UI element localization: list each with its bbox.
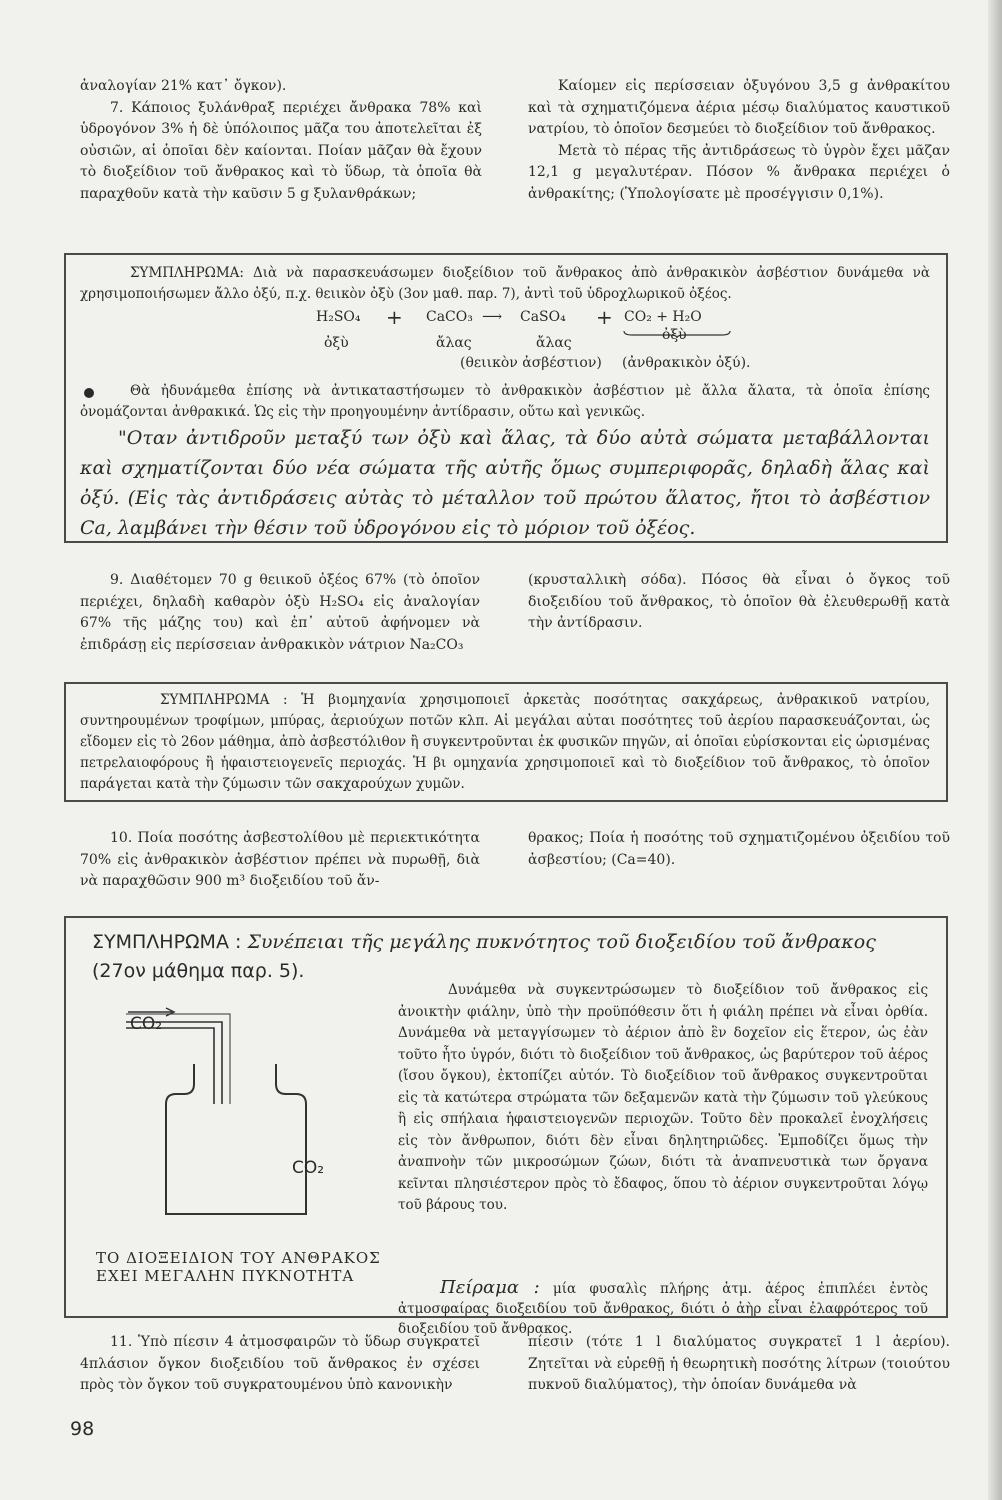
reactant-h2so4: H₂SO₄ — [316, 309, 361, 325]
exercise-9-text: 9. Διαθέτομεν 70 g θειικοῦ ὀξέος 67% (τὸ ὁποῖον περιέχει, δηλαδὴ καθαρὸν ὀξὺ H₂SO₄ εἰς ἀναλογίαν 67% τῆς μάζης του) καὶ ἐπ᾽ αὐτοῦ ἀφήνομεν νὰ ἐπιδράσῃ εἰς περίσσειαν ἀνθρακικὸν νάτριον Na₂CO₃ — [80, 572, 480, 653]
experiment-paragraph — [398, 1278, 928, 1339]
co2-side-label: CO₂ — [292, 1158, 325, 1178]
top-left-column — [80, 76, 482, 205]
top-right-column — [528, 76, 950, 205]
label-calcium-sulfate: (θειικὸν ἀσβέστιον) — [460, 355, 602, 371]
exercise-8-part2: Μετὰ τὸ πέρας τῆς ἀντιδράσεως τὸ ὑγρὸν ἔχει μᾶζαν 12,1 g μεγαλυτέραν. Πόσον % ἄνθρακα περιέχει ὁ ἀνθρακίτης; (Ὑπολογίσατε μὲ προσέγγισιν 0,1%). — [528, 142, 950, 202]
exercise-11-left — [80, 1332, 480, 1397]
industry-text: ΣΥΜΠΛΗΡΩΜΑ : Ἡ βιομηχανία χρησιμοποιεῖ ἀρκετὰς ποσότητας σακχάρεως, ἀνθρακικοῦ νατρίου, συντηρουμένων τροφίμων, μπύρας, ἀεριούχων ποτῶν κλπ. Αἱ μεγάλαι αὐται ποσότητες τοῦ ἀερίου παρασκευάζονται, ὡς εἴδομεν εἰς τὸ 26ον μάθημα, ἀπὸ ἀσβεστόλιθον ἢ συγκεντροῦνται ἐκ φυσικῶν πηγῶν, αἱ ὁποῖαι εὑρίσκονται εἰς ὡρισμένας πετρελαιοφόρους ἢ ἡφαιστειογενεῖς περιοχάς. Ἡ βι ομηχανία χρησιμοποιεῖ καὶ τὸ διοξείδιον τοῦ ἄνθρακος, τὸ ὁποῖον παράγεται κατὰ τὴν ζύμωσιν τῶν σακχαρούχων χυμῶν. — [80, 692, 930, 792]
supplement-box-density — [64, 916, 948, 1337]
bullet-paragraph: Θὰ ἠδυνάμεθα ἐπίσης νὰ ἀντικαταστήσωμεν τὸ ἀνθρακικὸν ἀσβέστιον μὲ ἄλλα ἄλατα, τὰ ὁποῖα ἐπίσης ὀνομάζονται ἀνθρακικά. Ὡς εἰς τὴν προηγουμένην ἀντίδρασιν, οὕτω καὶ γενικῶς. — [80, 383, 930, 420]
exercise-11-text: 11. Ὑπὸ πίεσιν 4 ἀτμοσφαιρῶν τὸ ὕδωρ συγκρατεῖ 4πλάσιον ὄγκον διοξειδίου τοῦ ἄνθρακος ἐν σχέσει πρὸς τὸν ὄγκον τοῦ συγκρατουμένου ὑπὸ κανονικὴν — [80, 1334, 480, 1393]
label-carbonic-acid: (ἀνθρακικὸν ὀξύ). — [622, 355, 751, 371]
chemical-equation — [66, 305, 946, 349]
label-salt-2: ἄλας — [536, 335, 572, 351]
label-acid-2: ὀξὺ — [662, 327, 687, 343]
density-body: Δυνάμεθα νὰ συγκεντρώσωμεν τὸ διοξείδιον τοῦ ἄνθρακος εἰς ἀνοικτὴν φιάλην, ὑπὸ τὴν προϋπόθεσιν ὅτι ἡ φιάλη πρέπει νὰ εἶναι ὀρθία. Δυνάμεθα νὰ μεταγγίσωμεν τὸ ἀέριον ἀπὸ ἓν δοχεῖον εἰς ἕτερον, ὡς ἐὰν τοῦτο ἦτο ὑγρόν, διότι τὸ διοξείδιον τοῦ ἄνθρακος, ὡς βαρύτερον τοῦ ἀέρος (ἴσου ὄγκου), ἐκτοπίζει αὐτόν. Τὸ διοξείδιον τοῦ ἄνθρακος συγκεντροῦται εἰς τὰ κατώτερα στρώματα τῶν δεξαμενῶν κατὰ τὴν ζύμωσιν τοῦ γλεύκους ἢ εἰς σπήλαια ἡφαιστειογενῶν περιοχῶν. Τοῦτο δὲν προκαλεῖ ἐνοχλήσεις εἰς τὸν ἄνθρωπον, διότι δὲν εἶναι δηλητηριῶδες. Ἐμποδίζει ὅμως τὴν ἀναπνοὴν τῶν μικροσώμων ζώων, διότι τὰ ἀναπνευστικὰ των ὄργανα κεῖνται πλησιέστερον πρὸς τὸ ἔδαφος, ὅπου τὸ ἀέριον συγκεντροῦται λόγῳ τοῦ βάρους του. — [398, 982, 928, 1213]
continuation-line: ἀναλογίαν 21% κατ᾽ ὄγκον). — [80, 78, 287, 94]
exercise-11-right — [528, 1332, 950, 1397]
experiment-label: Πείραμα : — [440, 1277, 540, 1298]
exercise-10-left — [80, 828, 480, 893]
products-co2-h2o: CO₂ + H₂O — [624, 309, 702, 325]
supplement-box-acid-salt — [64, 253, 948, 543]
co2-top-label: CO₂ — [130, 1014, 163, 1034]
figure-caption-line1: ΤΟ ΔΙΟΞΕΙΔΙΟΝ ΤΟΥ ΑΝΘΡΑΚΟΣ — [96, 1249, 381, 1267]
heading-label: ΣΥΜΠΛΗΡΩΜΑ : — [92, 931, 242, 953]
experiment-text: μία φυσαλὶς πλήρης ἀτμ. ἀέρος ἐπιπλέει ἐντὸς ἀτμοσφαίρας διοξειδίου τοῦ ἄνθρακος, διότι ὁ ἀὴρ εἶναι ἐλαφρότερος τοῦ διοξειδίου τοῦ ἄνθρακος. — [398, 1281, 928, 1337]
label-acid: ὀξὺ — [324, 335, 349, 351]
figure-caption-line2: ΕΧΕΙ ΜΕΓΑΛΗΝ ΠΥΚΝΟΤΗΤΑ — [96, 1267, 355, 1285]
exercise-10-right — [528, 828, 950, 871]
exercise-7: 7. Κάποιος ξυλάνθραξ περιέχει ἄνθρακα 78% καὶ ὑδρογόνον 3% ἡ δὲ ὑπόλοιπος μᾶζα του ἀποτελεῖται ἐξ οὐσιῶν, αἱ ὁποῖαι δὲν καίονται. Ποίαν μᾶζαν θὰ ἔχουν τὸ διοξείδιον τοῦ ἄνθρακος καὶ τὸ ὕδωρ, τὰ ὁποῖα θὰ παραχθοῦν κατὰ τὴν καῦσιν 5 g ξυλανθράκων; — [80, 99, 482, 202]
exercise-9-text-cont: (κρυσταλλικὴ σόδα). Πόσος θὰ εἶναι ὁ ὄγκος τοῦ διοξειδίου τοῦ ἄνθρακος, τὸ ὁποῖον θὰ ἐλευθερωθῇ κατὰ τὴν ἀντίδρασιν. — [528, 572, 950, 631]
plus-sign-2: + — [596, 305, 613, 329]
exercise-10-text: 10. Ποία ποσότης ἀσβεστολίθου μὲ περιεκτικότητα 70% εἰς ἀνθρακικὸν ἀσβέστιον πρέπει νὰ πυρωθῇ, διὰ νὰ παραχθῶσιν 900 m³ διοξειδίου τοῦ ἄν- — [80, 830, 480, 889]
exercise-9-right — [528, 570, 950, 635]
reaction-arrow: ⟶ — [482, 309, 503, 325]
page-edge-shadow — [988, 0, 1002, 1500]
label-salt: ἄλας — [436, 335, 472, 351]
supplement-intro: ΣΥΜΠΛΗΡΩΜΑ: Διὰ νὰ παρασκευάσωμεν διοξείδιον τοῦ ἄνθρακος ἀπὸ ἀνθρακικὸν ἀσβέστιον δυνάμεθα νὰ χρησιμοποιήσωμεν ἄλλο ὀξύ, π.χ. θειικὸν ὀξὺ (3ον μαθ. παρ. 7), ἀντὶ τοῦ ὑδροχλωρικοῦ ὀξέος. — [80, 265, 930, 302]
exercise-9-left — [80, 570, 480, 656]
page-number: 98 — [70, 1418, 95, 1440]
heading-italic: Συνέπειαι τῆς μεγάλης πυκνότητος τοῦ διοξειδίου τοῦ ἄνθρακος — [247, 931, 876, 953]
supplement-box-industry — [64, 682, 948, 802]
product-caso4: CaSO₄ — [520, 309, 566, 325]
reactant-caco3: CaCO₃ — [426, 309, 473, 325]
plus-sign: + — [386, 305, 403, 329]
exercise-8-part1: Καίομεν εἰς περίσσειαν ὀξυγόνου 3,5 g ἀνθρακίτου καὶ τὰ σχηματιζόμενα ἀέρια μέσῳ διαλύματος καυστικοῦ νατρίου, τὸ ὁποῖον δεσμεύει τὸ διοξείδιον τοῦ ἄνθρακος. — [528, 78, 950, 137]
heading-tail: (27ον μάθημα παρ. 5). — [92, 960, 305, 982]
exercise-11-text-cont: πίεσιν (τότε 1 l διαλύματος συγκρατεῖ 1 l ἀερίου). Ζητεῖται νὰ εὑρεθῇ ἡ θεωρητικὴ ποσότης λίτρων (τοιούτου πυκνοῦ διαλύματος), τὴν ὁποίαν δυνάμεθα νὰ — [528, 1334, 950, 1393]
exercise-10-text-cont: θρακος; Ποία ἡ ποσότης τοῦ σχηματιζομένου ὀξειδίου τοῦ ἀσβεστίου; (Ca=40). — [528, 830, 950, 868]
density-heading — [92, 928, 922, 986]
italic-rule: "Οταν ἀντιδροῦν μεταξύ των ὀξὺ καὶ ἅλας, τὰ δύο αὐτὰ σώματα μεταβάλλονται καὶ σχηματίζονται δύο νέα σώματα τῆς αὐτῆς ὅμως συμπεριφορᾶς, δηλαδὴ ἅλας καὶ ὀξύ. (Εἰς τὰς ἀντιδράσεις αὐτὰς τὸ μέταλλον τοῦ πρώτου ἅλατος, ἤτοι τὸ ἀσβέστιον Ca, λαμβάνει τὴν θέσιν τοῦ ὑδρογόνου εἰς τὸ μόριον τοῦ ὀξέος. — [80, 427, 930, 539]
